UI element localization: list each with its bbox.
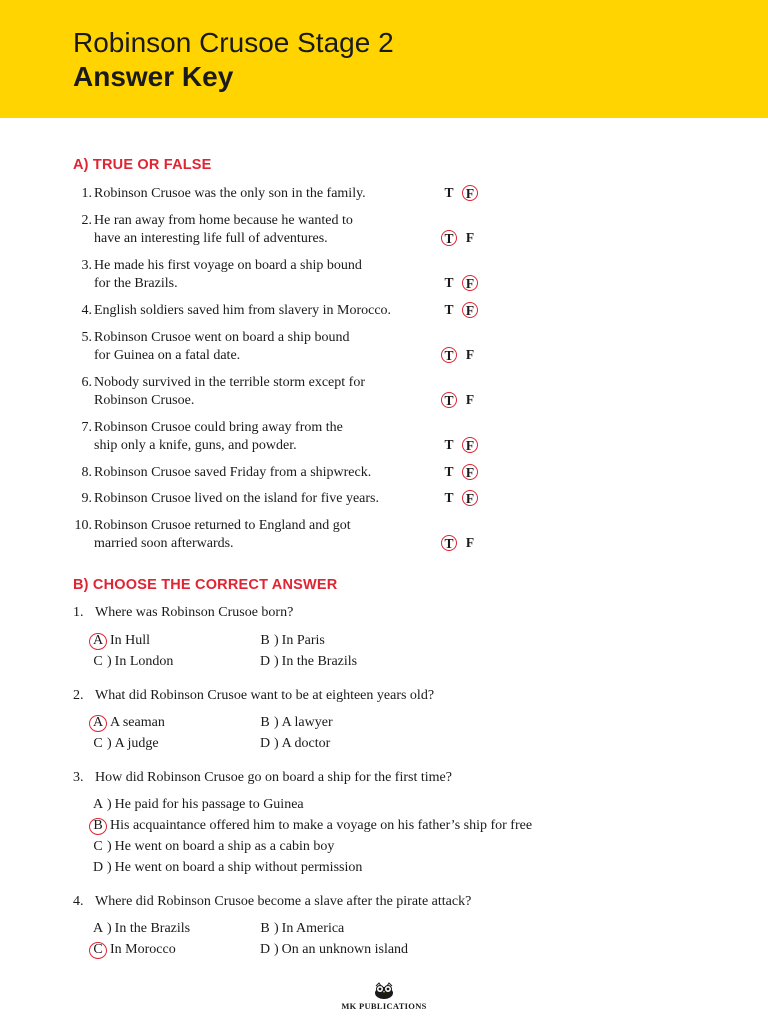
tf-option-false: F [462, 275, 478, 291]
tf-option-false: F [462, 437, 478, 453]
option-letter-suffix: ) [107, 839, 112, 854]
option-text: A doctor [281, 736, 331, 751]
publisher-brand: MK PUBLICATIONS [341, 1001, 427, 1011]
tf-item [73, 464, 493, 482]
option-text: A lawyer [281, 715, 333, 730]
tf-option-false: F [465, 230, 475, 245]
tf-item-text-line2: ship only a knife, guns, and powder. [94, 438, 297, 453]
option-letter-suffix: ) [274, 633, 279, 648]
publisher-logo-icon [371, 982, 397, 1000]
section-a-heading: A) TRUE OR FALSE [73, 157, 212, 173]
tf-option-true: T [441, 535, 457, 551]
option-letter-suffix: ) [274, 942, 279, 957]
question-text [73, 893, 471, 911]
question-text [73, 769, 452, 787]
answer-option [91, 796, 304, 814]
option-text: On an unknown island [281, 942, 409, 957]
option-text: He went on board a ship without permission [114, 860, 363, 875]
tf-option-false: F [465, 392, 475, 407]
tf-option-false: F [465, 347, 475, 362]
option-letter: C [93, 736, 103, 751]
tf-item-number: 5. [81, 330, 92, 345]
tf-item-text: Robinson Crusoe returned to England and got [94, 518, 351, 533]
tf-item-number: 8. [81, 465, 92, 480]
option-text: His acquaintance offered him to make a voyage on his father’s ship for free [110, 818, 533, 833]
correct-answer-marker: A [89, 715, 107, 732]
tf-option-true: T [441, 392, 457, 408]
tf-option-false: F [462, 302, 478, 318]
tf-item-number: 3. [81, 258, 92, 273]
option-letter: B [260, 715, 270, 730]
answer-option [91, 941, 176, 959]
tf-item-text-line2: married soon afterwards. [94, 536, 234, 551]
question-prompt: Where was Robinson Crusoe born? [95, 605, 294, 620]
option-text: In Paris [281, 633, 325, 648]
answer-option [258, 714, 333, 732]
answer-option [258, 941, 408, 959]
option-letter: D [92, 860, 104, 875]
tf-item-number: 7. [81, 420, 92, 435]
tf-item-text-line2: for the Brazils. [94, 276, 178, 291]
option-letter: B [260, 633, 270, 648]
tf-item [73, 374, 493, 410]
question-text [73, 687, 434, 705]
tf-item-text: Robinson Crusoe went on board a ship bound [94, 330, 350, 345]
question-number: 1. [73, 605, 84, 620]
tf-option-true: T [444, 275, 454, 290]
answer-option [258, 632, 325, 650]
tf-option-true: T [444, 437, 454, 452]
tf-item-number: 9. [81, 491, 92, 506]
tf-item [73, 302, 493, 320]
correct-answer-marker: A [89, 633, 107, 650]
page-title: Robinson Crusoe Stage 2 [73, 27, 394, 58]
correct-answer-marker: B [89, 818, 107, 835]
option-text: In the Brazils [281, 654, 358, 669]
tf-option-false: F [465, 535, 475, 550]
option-letter-suffix: ) [107, 797, 112, 812]
tf-item-text: Robinson Crusoe lived on the island for five years. [94, 491, 380, 506]
tf-item [73, 257, 493, 293]
tf-option-true: T [444, 464, 454, 479]
question-text [73, 604, 293, 622]
answer-option [91, 632, 150, 650]
option-letter: D [259, 736, 271, 751]
section-b-heading: B) CHOOSE THE CORRECT ANSWER [73, 577, 338, 593]
question-prompt: Where did Robinson Crusoe become a slave after the pirate attack? [95, 894, 472, 909]
option-letter: C [93, 654, 103, 669]
tf-item-text: He ran away from home because he wanted to [94, 213, 353, 228]
tf-item-number: 6. [81, 375, 92, 390]
option-text: In London [114, 654, 174, 669]
tf-item-number: 2. [81, 213, 92, 228]
question-number: 2. [73, 688, 84, 703]
option-text: In the Brazils [114, 921, 191, 936]
tf-item-text: Robinson Crusoe could bring away from the [94, 420, 343, 435]
option-letter-suffix: ) [274, 921, 279, 936]
tf-item-text: Nobody survived in the terrible storm except for [94, 375, 365, 390]
option-letter-suffix: ) [274, 736, 279, 751]
tf-item-number: 1. [81, 186, 92, 201]
tf-item-text: English soldiers saved him from slavery in Morocco. [94, 303, 392, 318]
tf-option-false: F [462, 464, 478, 480]
tf-option-true: T [441, 347, 457, 363]
tf-option-true: T [441, 230, 457, 246]
tf-item-text: Robinson Crusoe was the only son in the family. [94, 186, 366, 201]
tf-option-true: T [444, 302, 454, 317]
tf-item [73, 490, 493, 508]
page-subtitle: Answer Key [73, 61, 234, 92]
answer-option [258, 653, 357, 671]
answer-option [91, 859, 362, 877]
answer-option [91, 920, 190, 938]
tf-item-text: Robinson Crusoe saved Friday from a shipwreck. [94, 465, 372, 480]
option-text: A seaman [110, 715, 165, 730]
option-letter: D [259, 942, 271, 957]
tf-option-false: F [462, 185, 478, 201]
tf-item [73, 517, 493, 553]
option-text: In Hull [110, 633, 151, 648]
option-letter: A [92, 921, 104, 936]
tf-item-text-line2: have an interesting life full of adventures. [94, 231, 328, 246]
answer-option [91, 714, 165, 732]
option-text: In America [281, 921, 345, 936]
answer-option [91, 735, 159, 753]
question-number: 4. [73, 894, 84, 909]
option-letter: B [260, 921, 270, 936]
question-prompt: How did Robinson Crusoe go on board a ship for the first time? [95, 770, 452, 785]
tf-item [73, 419, 493, 455]
option-letter: C [93, 839, 103, 854]
tf-option-true: T [444, 490, 454, 505]
question-prompt: What did Robinson Crusoe want to be at eighteen years old? [95, 688, 435, 703]
tf-item [73, 329, 493, 365]
tf-item-text-line2: for Guinea on a fatal date. [94, 348, 241, 363]
correct-answer-marker: C [89, 942, 107, 959]
option-letter-suffix: ) [274, 715, 279, 730]
question-number: 3. [73, 770, 84, 785]
option-text: He went on board a ship as a cabin boy [114, 839, 335, 854]
tf-item-number: 10. [74, 518, 92, 533]
tf-item [73, 185, 493, 203]
tf-item [73, 212, 493, 248]
option-text: In Morocco [110, 942, 176, 957]
answer-option [258, 920, 344, 938]
page-header [0, 0, 768, 118]
answer-option [258, 735, 330, 753]
answer-option [91, 653, 173, 671]
option-letter-suffix: ) [107, 736, 112, 751]
tf-option-false: F [462, 490, 478, 506]
option-letter-suffix: ) [274, 654, 279, 669]
option-text: A judge [114, 736, 159, 751]
tf-option-true: T [444, 185, 454, 200]
option-letter: D [259, 654, 271, 669]
option-letter-suffix: ) [107, 921, 112, 936]
tf-item-text: He made his first voyage on board a ship bound [94, 258, 362, 273]
option-letter: A [92, 797, 104, 812]
tf-item-text-line2: Robinson Crusoe. [94, 393, 195, 408]
tf-item-number: 4. [81, 303, 92, 318]
option-text: He paid for his passage to Guinea [114, 797, 304, 812]
publisher-logo [341, 982, 427, 1012]
answer-option [91, 817, 532, 835]
answer-option [91, 838, 334, 856]
option-letter-suffix: ) [107, 860, 112, 875]
option-letter-suffix: ) [107, 654, 112, 669]
